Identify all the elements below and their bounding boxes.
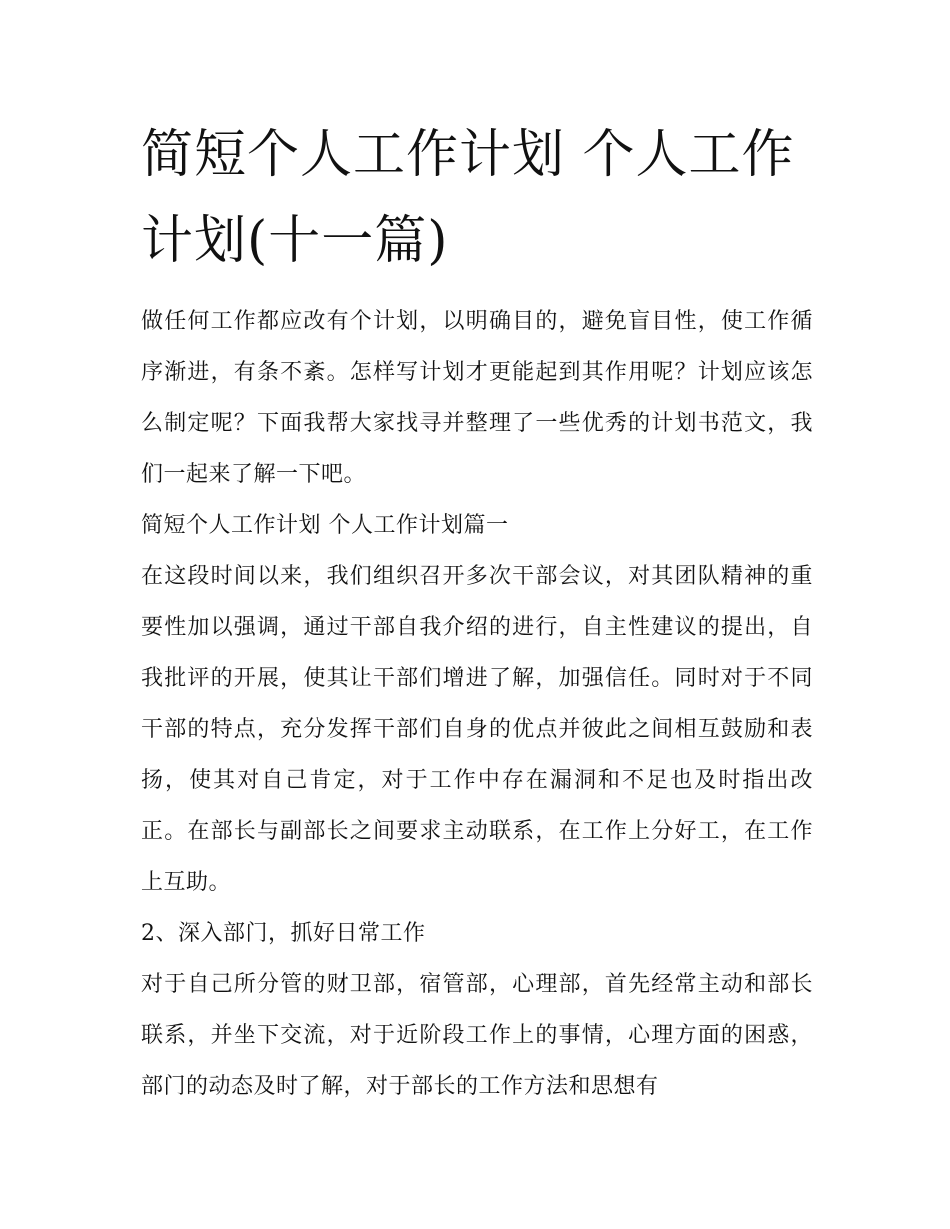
paragraph-2: 对于自己所分管的财卫部，宿管部，心理部，首先经常主动和部长联系，并坐下交流，对于近阶段工作上的事情，心理方面的困惑，部门的动态及时了解，对于部长的工作方法和思想有 xyxy=(141,972,813,1099)
paragraph-1: 在这段时间以来，我们组织召开多次干部会议，对其团队精神的重要性加以强调，通过干部自我介绍的进行，自主性建议的提出，自我批评的开展，使其让干部们增进了解，加强信任。同时对于不同干部的特点，充分发挥干部们自身的优点并彼此之间相互鼓励和表扬，使其对自己肯定，对于工作中存在漏洞和不足也及时指出改正。在部长与副部长之间要求主动联系，在工作上分好工，在工作上互助。 xyxy=(141,564,813,895)
intro-paragraph: 做任何工作都应改有个计划，以明确目的，避免盲目性，使工作循序渐进，有条不紊。怎样写计划才更能起到其作用呢？计划应该怎么制定呢？下面我帮大家找寻并整理了一些优秀的计划书范文，我们一起来了解一下吧。 xyxy=(141,309,813,487)
section-heading: 简短个人工作计划 个人工作计划篇一 xyxy=(141,513,509,538)
document-content xyxy=(141,112,813,1112)
document-title: 简短个人工作计划 个人工作计划(十一篇) xyxy=(141,125,795,271)
item-2-heading: 2、深入部门，抓好日常工作 xyxy=(141,921,426,946)
